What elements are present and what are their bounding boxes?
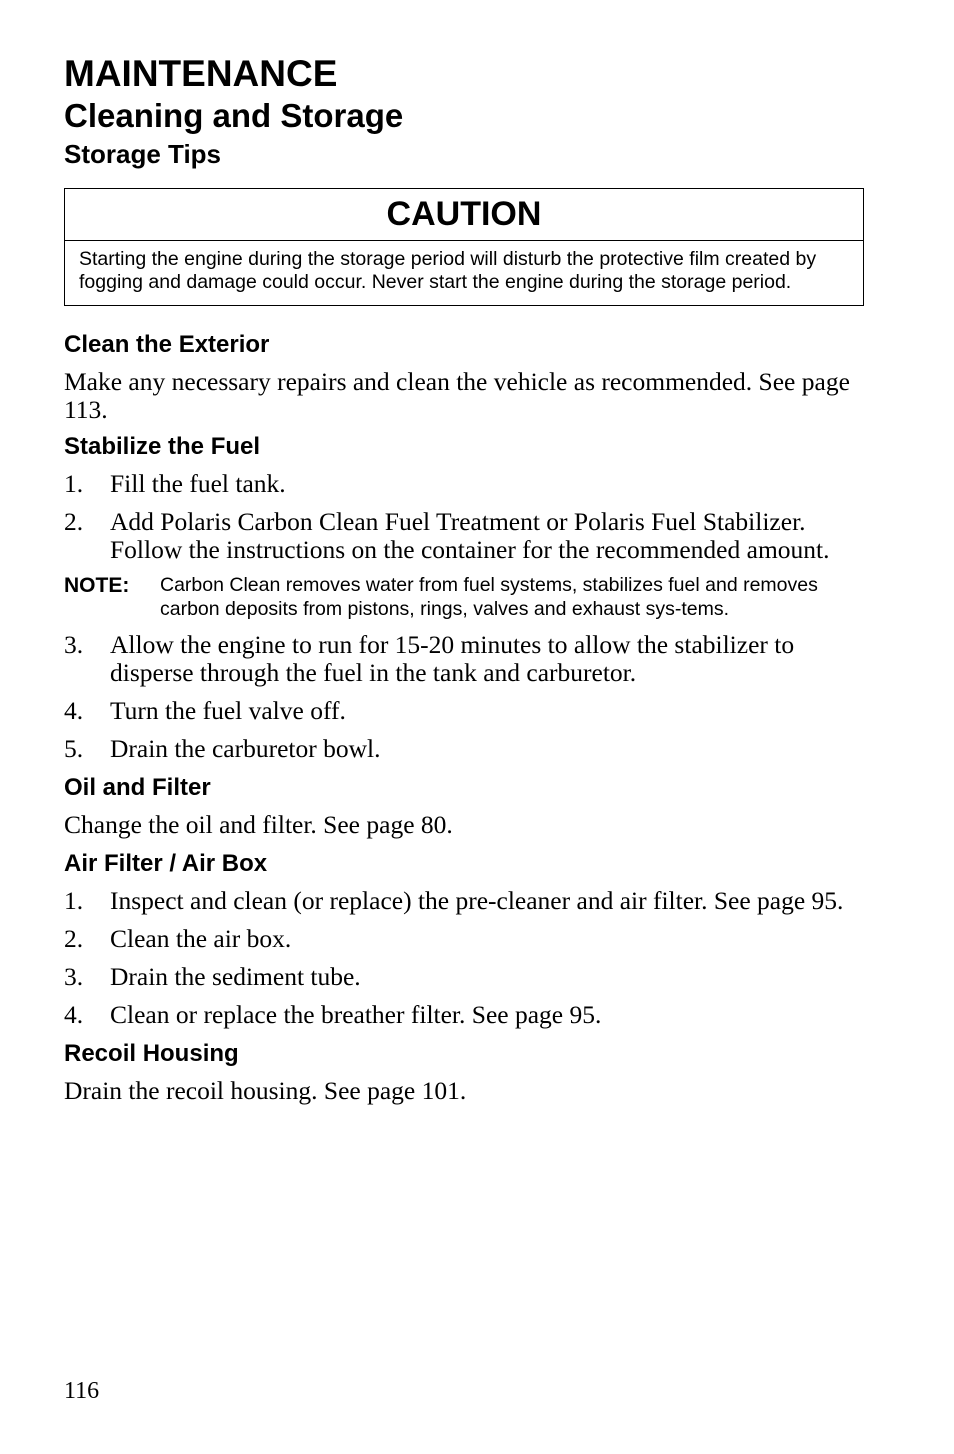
note-label: NOTE: [64,574,130,597]
step-text: Fill the fuel tank. [110,469,286,498]
note-text: Carbon Clean removes water from fuel systems, stabilizes fuel and removes carbon deposits from pistons, rings, valves and exhaust sys-tems. [160,574,818,620]
oil-filter-text: Change the oil and filter. See page 80. [64,810,453,839]
stabilize-fuel-heading: Stabilize the Fuel [64,433,261,460]
list-item [64,470,864,498]
list-item [64,887,864,915]
caution-text: Starting the engine during the storage period will disturb the protective film created by fogging and damage could occur. Never start the engine during the storage period. [79,248,817,293]
step-text: Inspect and clean (or replace) the pre-cleaner and air filter. See page 95. [110,886,844,915]
list-item [64,1001,864,1029]
oil-filter-heading: Oil and Filter [64,774,211,801]
section-title: Cleaning and Storage [64,97,404,134]
step-number: 4. [64,696,84,725]
list-item [64,735,864,763]
step-number: 2. [64,507,84,536]
subsection-title: Storage Tips [64,139,222,169]
list-item [64,508,864,564]
recoil-heading: Recoil Housing [64,1040,239,1067]
stabilize-fuel-steps-a [64,470,864,564]
step-text: Clean the air box. [110,924,292,953]
caution-box [64,188,864,306]
manual-page [64,52,864,1105]
list-item [64,963,864,991]
step-text: Drain the sediment tube. [110,962,361,991]
caution-title: CAUTION [65,189,863,241]
list-item [64,697,864,725]
step-number: 5. [64,734,84,763]
list-item [64,631,864,687]
list-item [64,925,864,953]
step-text: Allow the engine to run for 15-20 minutes to allow the stabilizer to disperse through the fuel in the tank and carburetor. [110,630,795,687]
step-number: 1. [64,886,84,915]
step-number: 3. [64,962,84,991]
air-filter-heading: Air Filter / Air Box [64,850,268,877]
fuel-note [64,574,864,621]
chapter-title: MAINTENANCE [64,53,338,94]
step-text: Turn the fuel valve off. [110,696,346,725]
clean-exterior-heading: Clean the Exterior [64,331,270,358]
stabilize-fuel-steps-b [64,631,864,763]
step-text: Drain the carburetor bowl. [110,734,381,763]
step-number: 3. [64,630,84,659]
air-filter-steps [64,887,864,1029]
recoil-text: Drain the recoil housing. See page 101. [64,1076,467,1105]
step-number: 4. [64,1000,84,1029]
step-text: Add Polaris Carbon Clean Fuel Treatment or Polaris Fuel Stabilizer. Follow the instructions on the container for the recommended amount. [110,507,830,564]
step-number: 1. [64,469,84,498]
page-number: 116 [64,1378,100,1404]
step-text: Clean or replace the breather filter. See page 95. [110,1000,602,1029]
clean-exterior-text: Make any necessary repairs and clean the vehicle as recommended. See page 113. [64,367,850,424]
step-number: 2. [64,924,84,953]
